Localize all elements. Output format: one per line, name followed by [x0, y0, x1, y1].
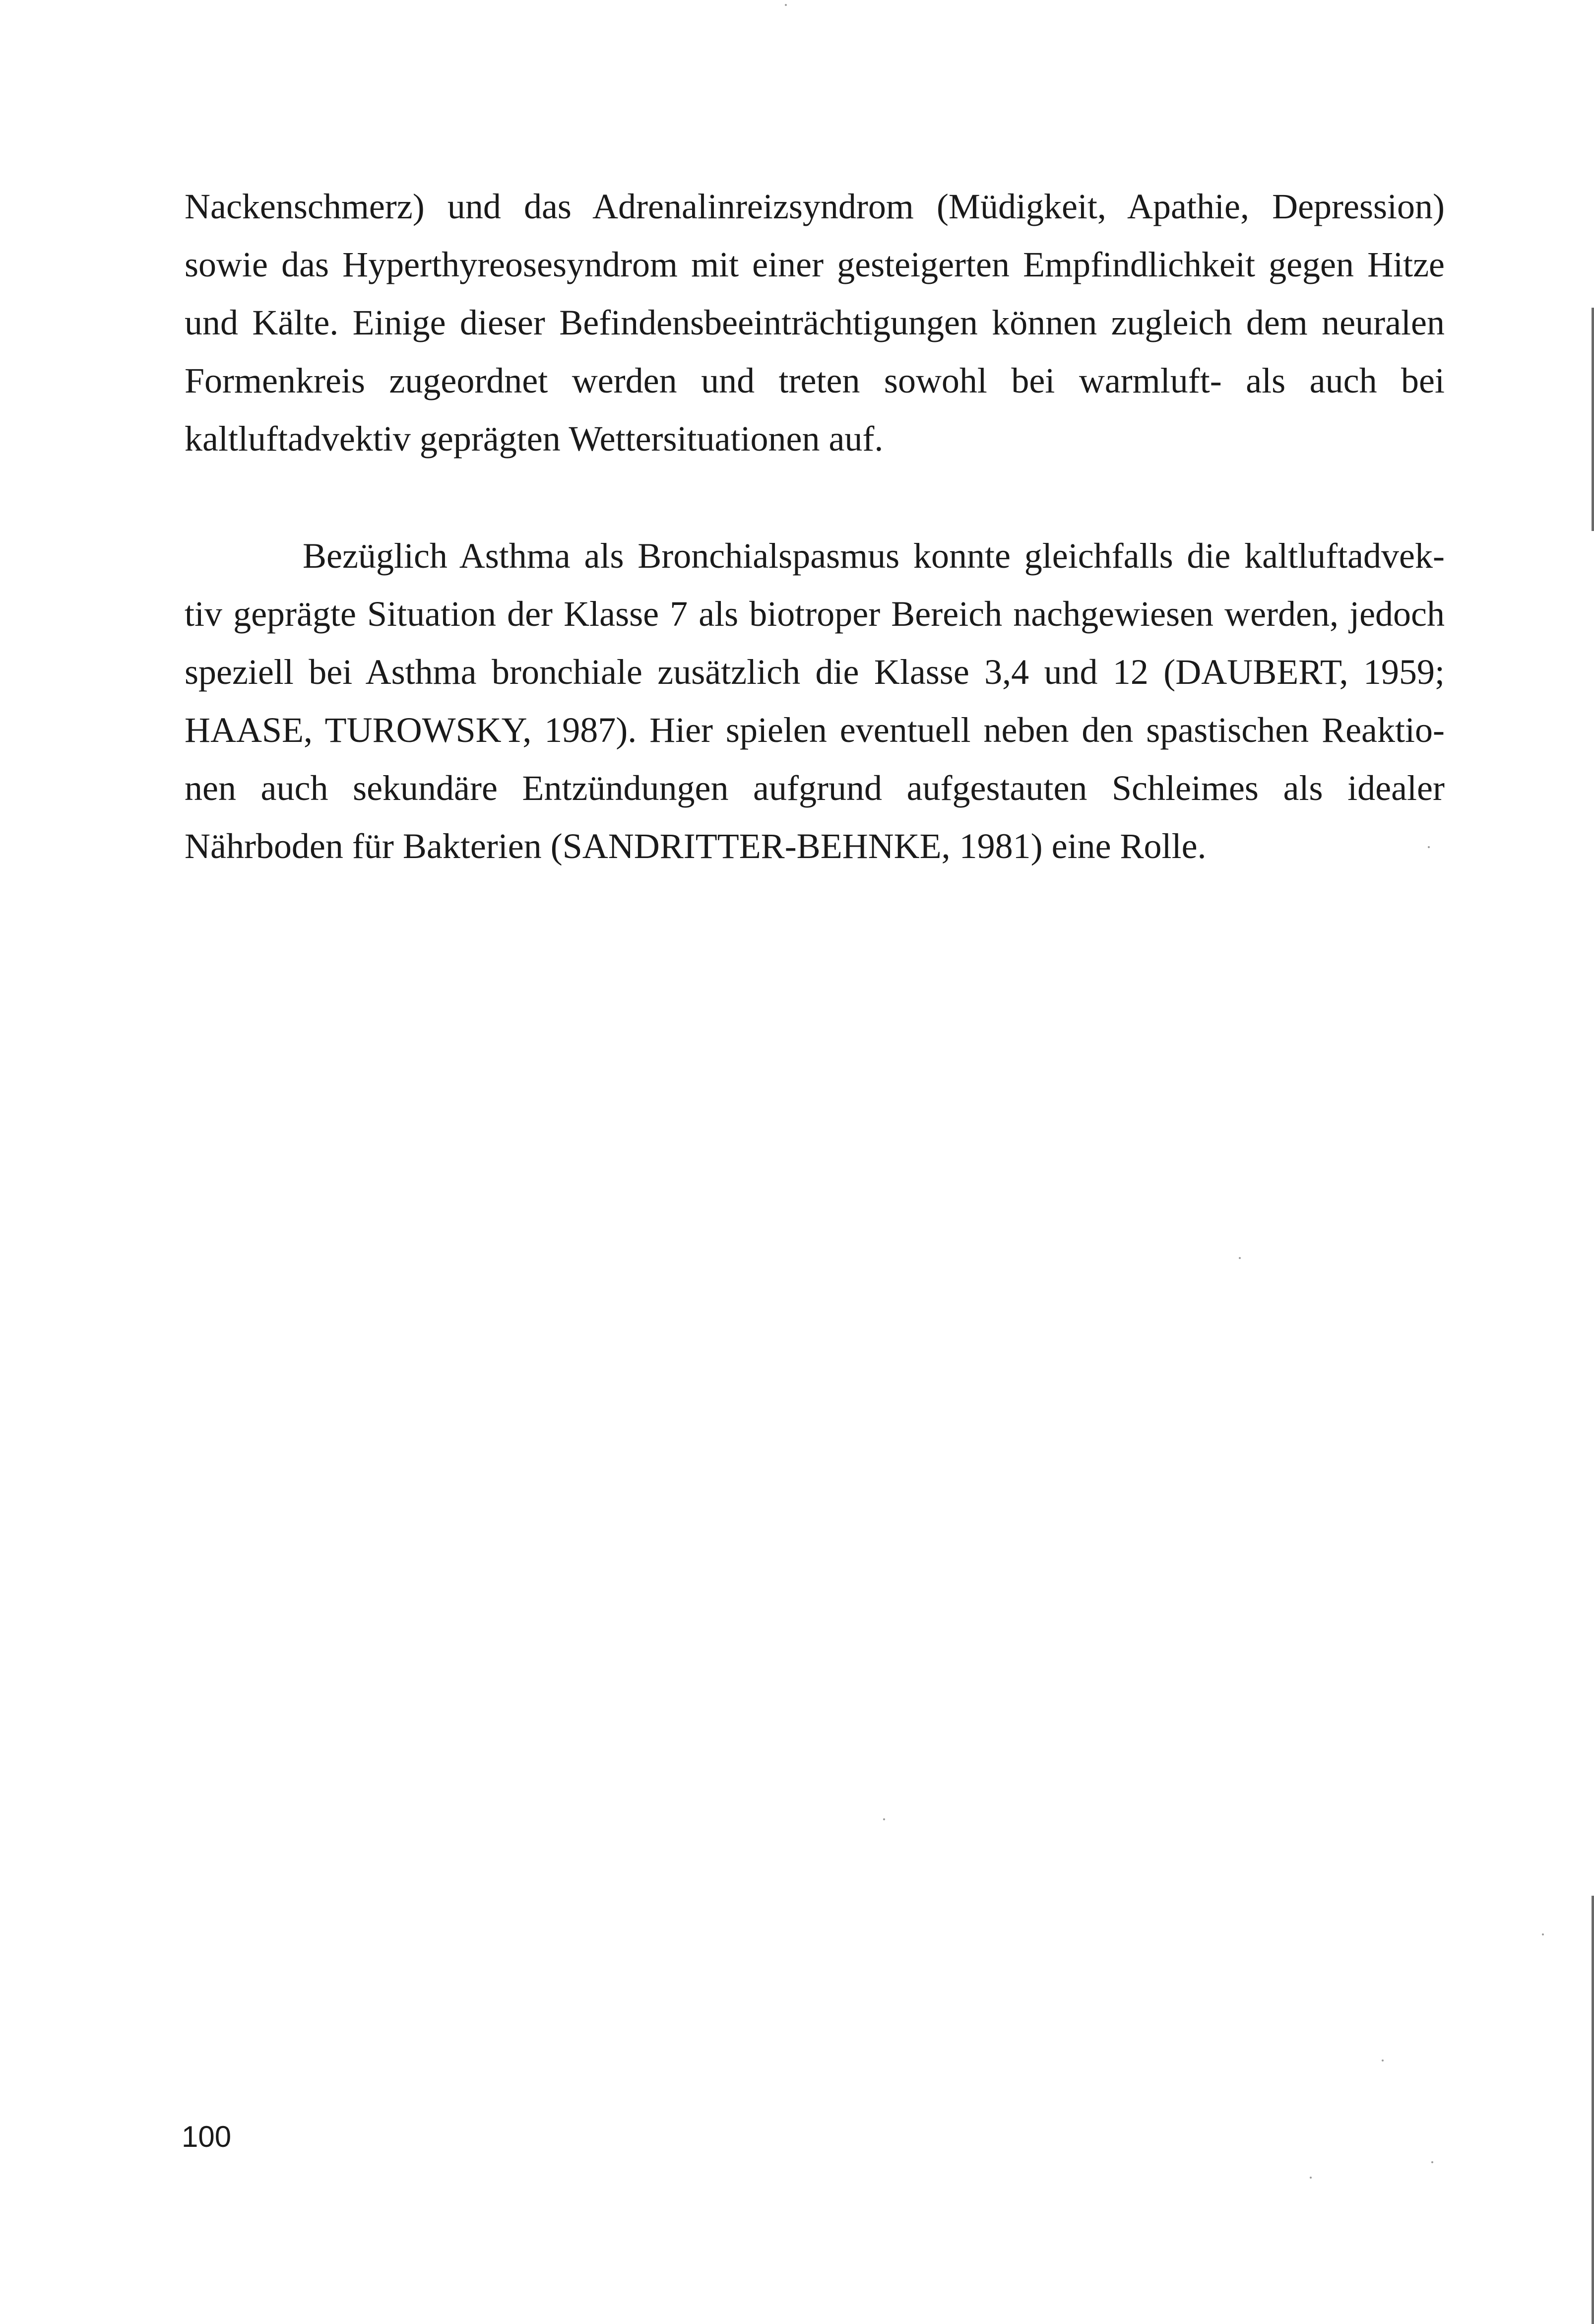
- paragraph-line: sowie das Hyperthyreosesyndrom mit einer gesteigerten Empfindlichkeit gegen Hitze: [185, 245, 1445, 284]
- paragraph-line: kaltluftadvektiv geprägten Wettersituationen auf.: [185, 419, 884, 459]
- scan-edge-shadow: [1592, 308, 1594, 531]
- scan-speck: [785, 4, 787, 6]
- paragraph-line: nen auch sekundäre Entzündungen aufgrund aufgestauten Schleimes als idealer: [185, 768, 1445, 808]
- paragraph-line: Bezüglich Asthma als Bronchialspasmus konnte gleichfalls die kaltluftadvek-: [303, 536, 1445, 576]
- paragraph-line: tiv geprägte Situation der Klasse 7 als biotroper Bereich nachgewiesen werden, jedoch: [185, 594, 1445, 634]
- scan-speck: [1431, 2161, 1433, 2163]
- scan-speck: [1382, 2059, 1384, 2061]
- scan-speck: [1542, 1933, 1544, 1935]
- scan-speck: [883, 1818, 885, 1820]
- paragraph-line: HAASE, TUROWSKY, 1987). Hier spielen eventuell neben den spastischen Reaktio-: [185, 710, 1445, 750]
- paragraph-line: Nackenschmerz) und das Adrenalinreizsyndrom (Müdigkeit, Apathie, Depression): [185, 187, 1445, 226]
- paragraph-line: Formenkreis zugeordnet werden und treten sowohl bei warmluft- als auch bei: [185, 361, 1445, 400]
- scan-speck: [1310, 2177, 1312, 2179]
- page-number: 100: [182, 2120, 232, 2153]
- paragraph-1: [185, 178, 1445, 468]
- scan-edge-shadow: [1592, 1896, 1594, 2324]
- scan-speck: [1428, 846, 1430, 848]
- scan-speck: [1239, 1257, 1241, 1259]
- paragraph-2: [185, 527, 1445, 875]
- paragraph-line: speziell bei Asthma bronchiale zusätzlich die Klasse 3,4 und 12 (DAUBERT, 1959;: [185, 652, 1445, 692]
- paragraph-line: und Kälte. Einige dieser Befindensbeeinträchtigungen können zugleich dem neuralen: [185, 303, 1445, 342]
- paragraph-line: Nährboden für Bakterien (SANDRITTER-BEHNKE, 1981) eine Rolle.: [185, 826, 1207, 866]
